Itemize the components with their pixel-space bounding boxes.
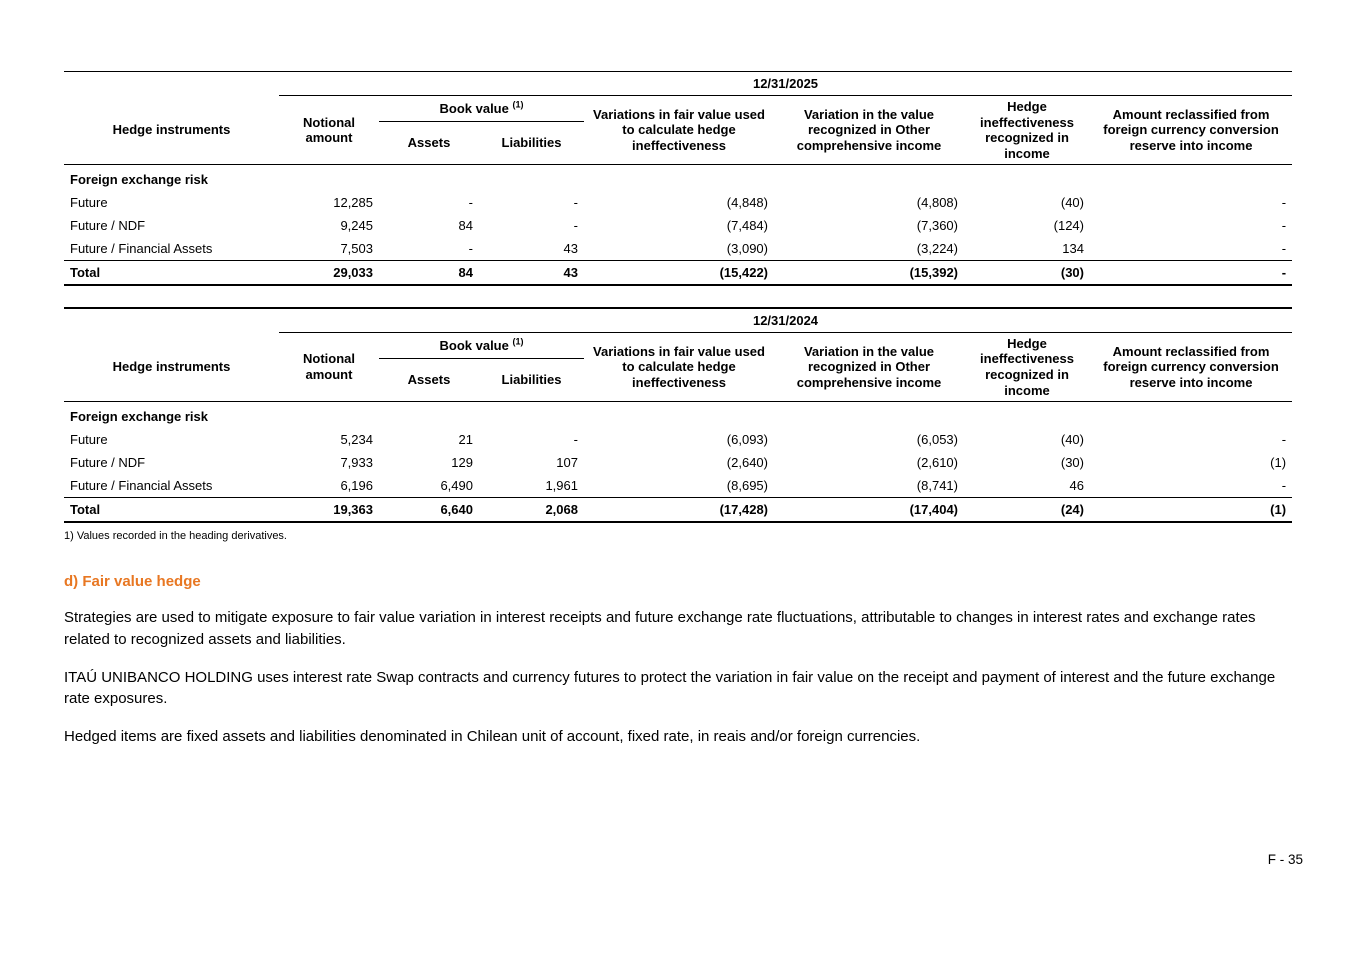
risk-section-row [64,165,1292,192]
cell-value: - [1281,218,1287,234]
col-header-hedge-ineffectiveness: Hedge ineffectiveness recognized in income [980,335,1074,398]
total-value: (17,404) [774,498,964,523]
col-header-book-value [379,96,584,122]
cell-value: 6,490 [440,478,473,494]
row-label: Future / Financial Assets [70,241,213,257]
table-body-2024 [64,402,1292,523]
total-value: 84 [379,261,479,286]
table-row [64,451,1292,474]
col-header-variations-fair-value: Variations in fair value used to calculate hedge ineffectiveness [593,343,765,390]
col-header-variation-oci: Variation in the value recognized in Other comprehensive income [796,106,942,153]
total-value: (30) [964,261,1090,286]
risk-section-row [64,402,1292,429]
cell-value: (3,224) [916,241,958,257]
report-date-2025: 12/31/2025 [279,72,1292,96]
col-header-hedge-instruments: Hedge instruments [112,359,231,375]
cell-value: (8,741) [916,478,958,494]
col-header-hedge-ineffectiveness: Hedge ineffectiveness recognized in income [980,99,1074,161]
col-header-notional-amount: Notional amount [303,351,355,383]
col-header-assets: Assets [407,372,451,388]
column-header-row [64,332,1292,358]
cell-value: - [468,195,473,211]
cell-value: 129 [451,455,473,471]
book-value-label: Book value [439,337,509,353]
table-row [64,191,1292,214]
total-label: Total [64,261,279,286]
table-body-2025 [64,165,1292,286]
col-header-liabilities: Liabilities [501,135,562,151]
cell-value: (3,090) [726,241,768,257]
total-value: - [1090,261,1292,286]
date-header-row [64,72,1292,96]
cell-value: 84 [458,218,473,234]
cell-value: (4,808) [916,195,958,211]
row-label: Future / NDF [70,218,146,234]
cell-value: (40) [1060,195,1084,211]
col-header-variation-oci: Variation in the value recognized in Other comprehensive income [796,343,942,390]
col-header-assets: Assets [407,135,451,151]
date-header-row [64,308,1292,332]
cell-value: 43 [563,241,578,257]
cell-value: (30) [1060,455,1084,471]
book-value-footnote-ref: (1) [512,336,524,347]
hedge-instruments-table-2024 [64,307,1292,523]
total-row [64,498,1292,523]
cell-value: - [468,241,473,257]
col-header-notional-amount: Notional amount [303,114,355,146]
cell-value: 107 [556,455,578,471]
col-header-amount-reclassified: Amount reclassified from foreign currency conversion reserve into income [1103,343,1279,390]
paragraph-itau-holding: ITAÚ UNIBANCO HOLDING uses interest rate Swap contracts and currency futures to protect the variation in fair value on the receipt and payment of interest and the future exchange rate exposures. [64,668,1276,708]
cell-value: 134 [1062,241,1084,257]
table-row [64,428,1292,451]
cell-value: (2,640) [726,455,768,471]
cell-value: (8,695) [726,478,768,494]
col-header-amount-reclassified: Amount reclassified from foreign currency conversion reserve into income [1103,106,1279,153]
cell-value: (2,610) [916,455,958,471]
cell-value: - [1281,432,1287,448]
table-header-2024 [64,308,1292,401]
total-value: 43 [479,261,584,286]
total-value: (1) [1090,498,1292,523]
cell-value: - [573,218,578,234]
table-row [64,237,1292,261]
col-header-book-value [379,332,584,358]
cell-value: (40) [1060,432,1084,448]
row-label: Future [70,432,108,448]
cell-value: (7,360) [916,218,958,234]
cell-value: (4,848) [726,195,768,211]
page-number: F - 35 [1267,852,1303,867]
cell-value: 12,285 [333,195,373,211]
cell-value: (6,053) [916,432,958,448]
cell-value: 6,196 [340,478,373,494]
hedge-instruments-table-2025 [64,71,1292,286]
risk-section-label: Foreign exchange risk [70,409,208,425]
total-value: (15,422) [584,261,774,286]
total-value: (15,392) [774,261,964,286]
row-label: Future / Financial Assets [70,478,213,494]
corner-cell [64,308,279,332]
total-value: (17,428) [584,498,774,523]
book-value-label: Book value [439,100,509,116]
cell-value: 5,234 [340,432,373,448]
cell-value: 7,503 [340,241,373,257]
row-label: Future [70,195,108,211]
table-footnote: 1) Values recorded in the heading derivatives. [64,530,287,543]
cell-value: 21 [458,432,473,448]
total-value: (24) [964,498,1090,523]
cell-value: (124) [1053,218,1084,234]
cell-value: - [1281,478,1287,494]
paragraph-strategies: Strategies are used to mitigate exposure to fair value variation in interest receipts and future exchange rate fluctuations, attributable to changes in interest rates and exchange rates related to recognized assets and liabilities. [64,609,1256,648]
paragraph-hedged-items: Hedged items are fixed assets and liabilities denominated in Chilean unit of account, fixed rate, in reais and/or foreign currencies. [64,728,921,746]
total-value: 19,363 [279,498,379,523]
col-header-liabilities: Liabilities [501,372,562,388]
cell-value: 7,933 [340,455,373,471]
total-value: 2,068 [479,498,584,523]
table-header-2025 [64,72,1292,165]
section-heading-fair-value-hedge: d) Fair value hedge [64,573,201,591]
col-header-hedge-instruments: Hedge instruments [112,122,231,138]
cell-value: (6,093) [726,432,768,448]
table-row [64,214,1292,237]
total-value: 6,640 [379,498,479,523]
book-value-footnote-ref: (1) [512,99,524,110]
total-row [64,261,1292,286]
col-header-variations-fair-value: Variations in fair value used to calculate hedge ineffectiveness [593,106,765,153]
cell-value: - [573,432,578,448]
total-value: 29,033 [279,261,379,286]
cell-value: - [573,195,578,211]
cell-value: (7,484) [726,218,768,234]
report-date-2024: 12/31/2024 [279,308,1292,332]
cell-value: 9,245 [340,218,373,234]
table-row [64,474,1292,498]
total-label: Total [64,498,279,523]
cell-value: - [1281,195,1287,211]
cell-value: - [1281,241,1287,257]
corner-cell [64,72,279,96]
cell-value: 46 [1069,478,1084,494]
risk-section-label: Foreign exchange risk [70,172,208,188]
column-header-row [64,96,1292,122]
cell-value: 1,961 [545,478,578,494]
row-label: Future / NDF [70,455,146,471]
cell-value: (1) [1270,455,1287,471]
